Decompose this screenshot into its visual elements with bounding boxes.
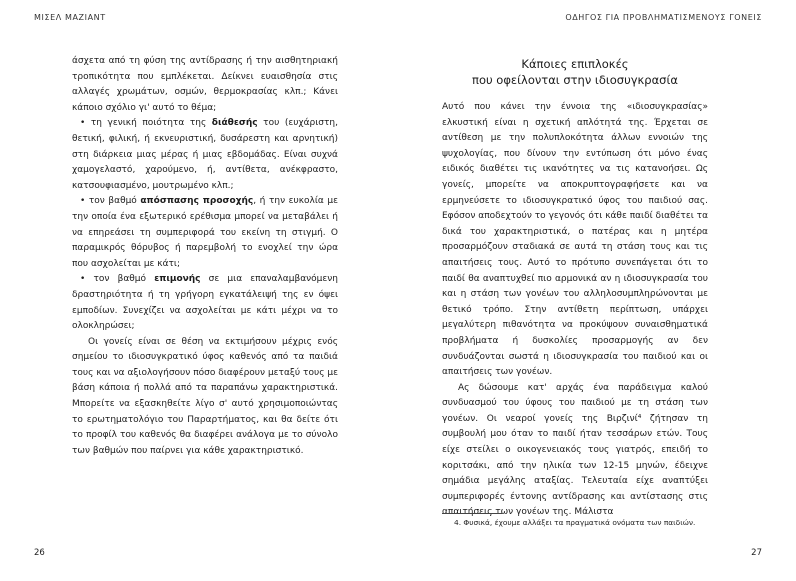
right-text-column [442,100,708,521]
bullet-text: • τον βαθμό [80,196,141,207]
bullet-text: σε μια επαναλαμβανόμενη δραστηριότητα ή τη γρήγορη εγκατάλειψή της εν όψει εμποδίων. Συνεχίζει να ασχολείται με κάτι μέχρι να το ολοκληρώσει; [72,274,338,332]
section-title-line: που οφείλονται στην ιδιοσυγκρασία [472,73,678,87]
bullet-text: του (ευχάριστη, θετική, φιλική, ή εκνευριστική, δυσάρεστη και αρνητική) στη διάρκεια μιας μέρας ή μιας εβδομάδας. Είναι συχνά χαμογελαστό, χαρούμενο, ή, αντίθετα, ανέκφραστο, κατσουφιασμένο, μουτρωμένο κλπ.; [72,118,338,191]
bullet-text: • τη γενική ποιότητα της [80,118,212,129]
bullet-item-mood [72,116,338,194]
bullet-text: • τον βαθμό [80,274,155,285]
footnote: 4. Φυσικά, έχουμε αλλάξει τα πραγματικά ονόματα των παιδιών. [454,518,696,527]
paragraph: Αυτό που κάνει την έννοια της «ιδιοσυγκρασίας» ελκυστική είναι η σχετική απλότητά της. Έρχεται σε αντίθεση με την πολυπλοκότητα άλλων εννοιών της ψυχολογίας, που δίνουν την εντύπωση ότι μόνο ένας ειδικός διαθέτει τις ικανότητες να τις κατανοήσει. Ως γονείς, μπορείτε να αποκρυπτογραφήσετε και να ερμηνεύσετε το ιδιοσυγκρατικό ύφος του παιδιού σας. Εφόσον αποδεχτούν το γεγονός ότι κάθε παιδί διαθέτει τα δικά του χαρακτηριστικά, ο πατέρας και η μητέρα προσαρμόζουν σταδιακά σε αυτά τη στάση τους και τις απαιτήσεις τους. Αυτό το πρότυπο συνεπάγεται ότι το παιδί θα αναπτυχθεί πιο αρμονικά αν η ιδιοσυγκρασία του και η στάση των γονέων του αλληλοσυμπληρώνονται με θετικό τρόπο. Στην αντίθετη περίπτωση, υπάρχει μεγαλύτερη πιθανότητα να προκύψουν συναισθηματικά προβλήματα ή δυσκολίες προσαρμογής αν δεν συνδυάζονται σωστά η ιδιοσυγκρασία του παιδιού και οι απαιτήσεις των γονέων. [442,102,708,378]
bold-term: επιμονής [154,274,201,285]
running-head-title: ΟΔΗΓΟΣ ΓΙΑ ΠΡΟΒΛΗΜΑΤΙΣΜΕΝΟΥΣ ΓΟΝΕΙΣ [565,13,762,22]
page-number: 26 [34,548,45,558]
paragraph: άσχετα από τη φύση της αντίδρασης ή την αισθητηριακή τροπικότητα που εμπλέκεται. Δείκνει ευαισθησία στις αλλαγές χρωμάτων, οσμών, θερμοκρασίας κλπ.; Κάνει κάποιο σχόλιο γι' αυτό το θέμα; [72,56,338,113]
section-title [442,56,708,88]
right-page [398,0,796,581]
bullet-item-distractibility [72,194,338,272]
running-head-author: ΜΙΣΕΛ ΜΑΖΙΑΝΤ [34,13,106,22]
bullet-text: , ή την ευκολία με την οποία ένα εξωτερικό ερέθισμα μπορεί να μεταβάλει ή να επηρεάσει τη συμπεριφορά του εκείνη τη στιγμή. Ο παραμικρός θόρυβος ή παρεμβολή το ενοχλεί την ώρα που ασχολείται με κάτι; [72,196,338,269]
paragraph: Οι γονείς είναι σε θέση να εκτιμήσουν μέχρις ενός σημείου το ιδιοσυγκρατικό ύφος καθενός από τα παιδιά τους και να αξιολογήσουν πόσο διαφέρουν μεταξύ τους με βάση κάποια ή πολλά από τα παραπάνω χαρακτηριστικά. Μπορείτε να εξασκηθείτε λίγο σ' αυτό χρησιμοποιώντας το ερωτηματολόγιο του Παραρτήματος, και θα δείτε ότι το προφίλ του καθενός θα διαφέρει ανάλογα με το σύνολο των βαθμών που παίρνει για κάθε χαρακτηριστικό. [72,336,338,456]
section-title-line: Κάποιες επιπλοκές [521,57,629,71]
left-text-column [72,54,338,459]
footnote-rule [442,513,502,514]
bold-term: διάθεσής [211,118,258,129]
page-number: 27 [751,548,762,558]
bullet-item-persistence [72,272,338,334]
bold-term: απόσπασης προσοχής [140,196,254,207]
paragraph: Ας δώσουμε κατ' αρχάς ένα παράδειγμα καλού συνδυασμού του ύφους του παιδιού με τη στάση των γονέων. Οι νεαροί γονείς της Βιρζινί⁴ ζήτησαν τη συμβουλή μου όταν το παιδί ήταν τεσσάρων ετών. Τους είχε στείλει ο οικογενειακός τους γιατρός, επειδή το κοριτσάκι, από την ηλικία των 12-15 μηνών, έδειχνε σημάδια μεγάλης αταξίας. Τελευταία είχε αναπτύξει συμπεριφορές έντονης αντίδρασης και αντίστασης στις απαιτήσεις των γονέων της. Μάλιστα [442,382,708,518]
